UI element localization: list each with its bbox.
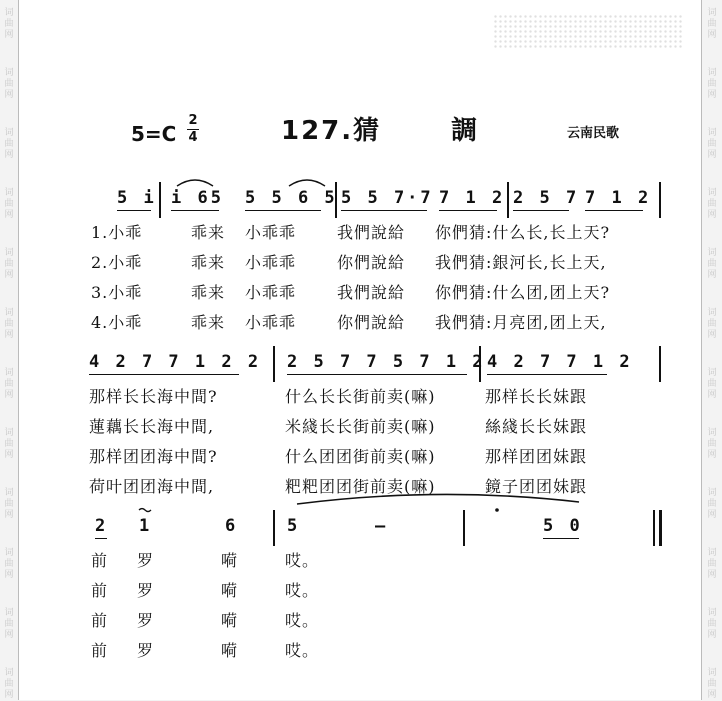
lyric: 那样团团妹跟	[485, 447, 588, 466]
song-header	[19, 110, 701, 160]
note: –	[375, 516, 389, 536]
measure-6: 2 5 7 7 5 7 1 2	[287, 352, 486, 372]
lyric: 小乖乖	[245, 283, 297, 302]
lyric: 罗	[137, 581, 155, 600]
lyric: 乖来	[191, 283, 226, 302]
lyric: 哎。	[285, 551, 320, 570]
lyric: 小乖乖	[245, 253, 297, 272]
beam	[287, 374, 467, 375]
watermark-text: 词 曲 网	[4, 8, 14, 40]
barline	[463, 510, 465, 546]
beam	[95, 538, 107, 539]
watermark-text: 词 曲 网	[4, 128, 14, 160]
lyric: 前	[91, 551, 109, 570]
watermark-text: 词 曲 网	[707, 488, 717, 520]
watermark-text: 词 曲 网	[707, 548, 717, 580]
lyric: 那样长长海中間?	[89, 387, 218, 406]
lyric: 什么长长街前卖(嘛)	[285, 387, 436, 406]
lyric: 絲綫长长妹跟	[485, 417, 588, 436]
lyric: 前	[91, 581, 109, 600]
final-barline-thin	[653, 510, 655, 546]
lyric: 你們猜:什么长,长上天?	[435, 223, 611, 242]
watermark-text: 词 曲 网	[707, 188, 717, 220]
watermark-text: 词 曲 网	[4, 368, 14, 400]
barline	[273, 510, 275, 546]
title-part2: 調	[451, 116, 480, 146]
measure-3a: 5 5 7·7	[341, 188, 434, 208]
notation-row-1	[19, 180, 701, 220]
notation-row-3	[19, 508, 701, 548]
watermark-text: 词 曲 网	[707, 668, 717, 700]
lyric: 嗬	[221, 581, 239, 600]
lyric: 我們猜:銀河长,长上天,	[435, 253, 607, 272]
lyric: 那样长长妹跟	[485, 387, 588, 406]
score-page	[18, 0, 702, 700]
watermark-text: 词 曲 网	[4, 428, 14, 460]
lyric: 我們說給	[337, 283, 406, 302]
lyric: 罗	[137, 641, 155, 660]
lyric: 你們猜:什么团,团上天?	[435, 283, 611, 302]
key-signature: 5=C	[131, 122, 177, 146]
lyric: 荷叶团团海中間,	[89, 477, 215, 496]
beam	[543, 538, 579, 539]
measure-1: 5 i	[117, 188, 157, 208]
lyric: 1.小乖	[91, 223, 143, 242]
watermark-text: 词 曲 网	[707, 608, 717, 640]
barline	[659, 346, 661, 382]
beam	[487, 374, 607, 375]
measure-5: 4 2 7 7 1 2 2	[89, 352, 262, 372]
watermark-text: 词 曲 网	[4, 488, 14, 520]
slurs	[19, 508, 701, 548]
lyric: 粑粑团团街前卖(嘛)	[285, 477, 436, 496]
lyric: 罗	[137, 611, 155, 630]
notation-row-2	[19, 344, 701, 384]
watermark-text: 词 曲 网	[707, 8, 717, 40]
lyric: 哎。	[285, 641, 320, 660]
note: 1	[139, 516, 153, 536]
lyric: 乖来	[191, 223, 226, 242]
measure-7: 4 2 7 7 1 2	[487, 352, 633, 372]
watermark-text: 词 曲 网	[4, 68, 14, 100]
song-origin: 云南民歌	[567, 126, 620, 141]
watermark-left	[1, 0, 17, 700]
watermark-text: 词 曲 网	[4, 308, 14, 340]
lyric: 你們說給	[337, 253, 406, 272]
watermark-text: 词 曲 网	[707, 308, 717, 340]
lyric: 那样团团海中間?	[89, 447, 218, 466]
lyric: 3.小乖	[91, 283, 143, 302]
lyric: 鏡子团团妹跟	[485, 477, 588, 496]
lyric: 乖来	[191, 313, 226, 332]
lyric: 我們猜:月亮团,团上天,	[435, 313, 607, 332]
lyric: 前	[91, 611, 109, 630]
lyric: 嗬	[221, 611, 239, 630]
watermark-text: 词 曲 网	[4, 548, 14, 580]
watermark-text: 词 曲 网	[707, 128, 717, 160]
slurs	[19, 180, 701, 220]
measure-2b: 5 5 6 5	[245, 188, 338, 208]
watermark-text: 词 曲 网	[4, 248, 14, 280]
lyric: 哎。	[285, 611, 320, 630]
watermark-text: 词 曲 网	[4, 608, 14, 640]
measure-2a: i 65	[171, 188, 224, 208]
watermark-text: 词 曲 网	[4, 668, 14, 700]
measure-4a: 2 5 7	[513, 188, 580, 208]
barline	[273, 346, 275, 382]
lyric: 前	[91, 641, 109, 660]
watermark-text: 词 曲 网	[707, 428, 717, 460]
lyric: 什么团团街前卖(嘛)	[285, 447, 436, 466]
lyric: 2.小乖	[91, 253, 143, 272]
lyric: 嗬	[221, 641, 239, 660]
watermark-text: 词 曲 网	[707, 68, 717, 100]
lyric: 罗	[137, 551, 155, 570]
lyric: 我們說給	[337, 223, 406, 242]
note: 5 0	[543, 516, 583, 536]
title-number: 127.	[281, 116, 354, 146]
watermark-text: 词 曲 网	[707, 248, 717, 280]
lyric: 4.小乖	[91, 313, 143, 332]
meter-bottom: 4	[188, 130, 198, 145]
lyric: 小乖乖	[245, 223, 297, 242]
scan-speckle	[493, 14, 683, 50]
watermark-right	[704, 0, 720, 700]
lyric: 乖来	[191, 253, 226, 272]
barline	[479, 346, 481, 382]
note: 2	[95, 516, 109, 536]
note: 5	[287, 516, 301, 536]
song-title	[281, 110, 479, 147]
watermark-text: 词 曲 网	[4, 188, 14, 220]
beam	[89, 374, 239, 375]
lyric: 米綫长长街前卖(嘛)	[285, 417, 436, 436]
lyric: 哎。	[285, 581, 320, 600]
measure-3b: 7 1 2	[439, 188, 506, 208]
lyric: 嗬	[221, 551, 239, 570]
lyric: 小乖乖	[245, 313, 297, 332]
final-barline-thick	[659, 510, 662, 546]
lyric: 你們說給	[337, 313, 406, 332]
meter-top: 2	[188, 113, 198, 128]
lyric: 蓮藕长长海中間,	[89, 417, 215, 436]
time-signature	[187, 114, 199, 145]
measure-4b: 7 1 2	[585, 188, 652, 208]
title-part1: 猜	[353, 116, 382, 146]
note: 6	[225, 516, 239, 536]
watermark-text: 词 曲 网	[707, 368, 717, 400]
